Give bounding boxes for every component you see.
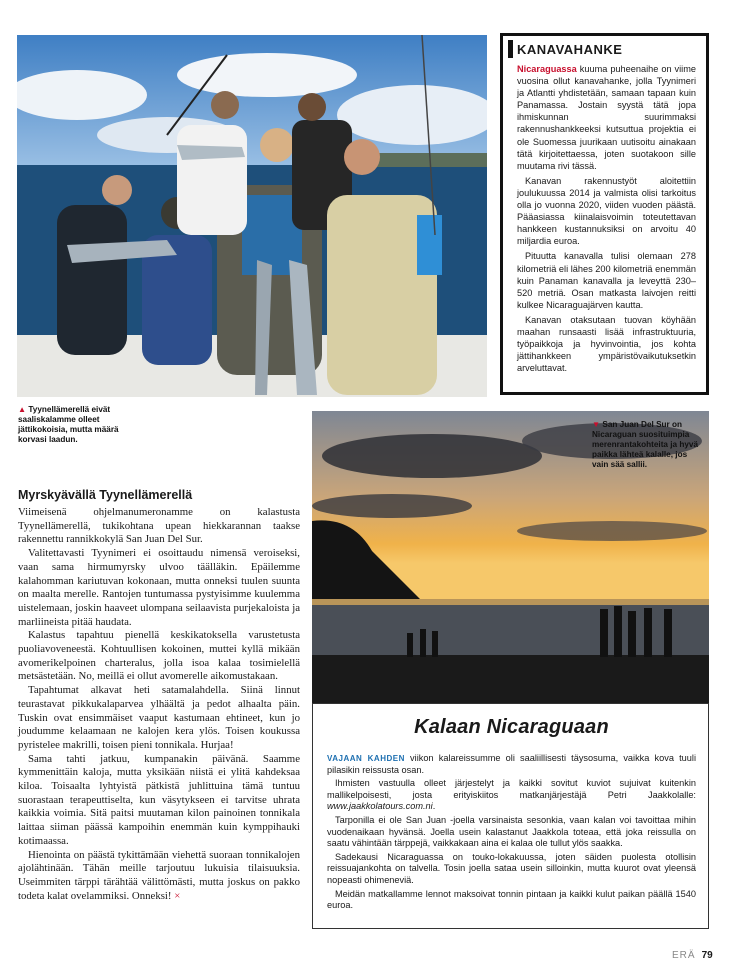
- article-paragraph: Valitettavasti Tyynimeri ei osoittaudu nimensä veroiseksi, vaan sama hirmumyrsky ulvoo täälläkin. Epäilemme kalahomman kariutuvan kokonaan, mutta onneksi tuulen suunta on maalta merelle. Rantojen tuntumassa pystyisimme kuulemma uistelemaan, joskin haaveet ulompana seilaavista purjekaloista ja marliineista pitää haudata.: [18, 547, 300, 628]
- photo-caption-sunset: [592, 420, 702, 470]
- box-leadin: VAJAAN KAHDEN: [327, 754, 405, 763]
- box-paragraph: Meidän matkallamme lennot maksoivat tonnin pintaan ja kaikki kulut paikan päällä 1540 euroa.: [327, 888, 696, 911]
- end-mark-icon: ×: [174, 889, 181, 902]
- box-paragraph: Sadekausi Nicaraguassa on touko-lokakuussa, joten säiden puolesta otollisin reissuajankohta on talvella. Tosin joella sataa usein silloinkin, mutta kuurot ovat yleensä nopeasti ohimeneviä.: [327, 851, 696, 885]
- article-paragraph: Tapahtumat alkavat heti satamalahdella. Siinä linnut teurastavat pikkukalaparvea ylhäältä ja pedot alhaalta päin. Tuskin ovat ensimmäiset vaaput kastumaan ehtineet, kun jo joudumme kelaamaan ne kalojen kera ylös. Toisen koukussa pyristelee makrilli, toisen pieni tonnikala. Hurjaa!: [18, 684, 300, 751]
- main-article: [18, 488, 300, 903]
- travel-info-box: [312, 703, 709, 929]
- box-paragraph-text: viikon kalareissumme oli saaliillisesti täysosuma, vaikka kova tuuli pilasikin reissusta osan.: [327, 753, 696, 775]
- box-paragraph-text: .: [432, 801, 436, 812]
- page-number: 79: [701, 950, 713, 961]
- page-footer: [672, 950, 713, 961]
- article-paragraph: Kalastus tapahtuu pienellä keskikatoksella varustetusta puoliavoveneestä. Kohtuullisen kokoinen, muttei kyllä mikään avomerikelpoinen charteralus, jolla isoa kalaa tosimielellä metsästetään. No, meillä ei ollut avomerelle aikomustakaan.: [18, 629, 300, 683]
- canal-sidebar-box: [500, 33, 709, 395]
- article-paragraph-text: Hienointa on päästä tykittämään viehettä suoraan tonnikalojen ajolähtinään. Tähän meille tarjoutuu lukuisia tilaisuuksia. Useimmiten tärppi tärähtää välittömästi, mutta joskus on pakko todeta kalat ovelammiksi. Onneksi!: [18, 848, 300, 902]
- caption-text: Tyynellämerellä eivät saaliskalamme olleet jättikokoisia, mutta määrä korvasi laadun.: [18, 405, 119, 444]
- box-paragraph-text: Ihmisten vastuulla olleet järjestelyt ja kaikki sovitut kuviot sujuivat kuitenkin mallikelpoisesti, josta erityiskiitos matkanjärjestäjä Petri Jaakkolalle:: [327, 778, 696, 800]
- article-paragraph: Sama tahti jatkuu, kumpanakin päivänä. Saamme kymmenittäin kaloja, mutta yksikään niistä ei ylitä kahdeksaa kiloa. Toisaalta lyhtyistä pätkistä juhlittuina tämä tuntuu suorastaan terapeuttiselta, kun väsytykseen ei tarvitse uhrata kaikkia voimia. Sitä paitsi muutaman kilon painoinen tonnikala laittaa siiman päässä kampoihin enemmän kuin kymppihauki kotimaassa.: [18, 752, 300, 847]
- box-paragraph: Tarponilla ei ole San Juan -joella varsinaista sesonkia, vaan kalan voi tavoittaa mihin vuodenaikaan hyvänsä. Joella usein kalastanut Jaakkola toteaa, että joka reissulla on saatu vähintään tärppejä, vaikkakaan aina ei kalaa ole tullut ylös saakka.: [327, 814, 696, 849]
- sidebar-accent-bar: [508, 40, 513, 58]
- article-paragraph: [18, 849, 300, 904]
- sidebar-title: KANAVAHANKE: [517, 42, 623, 57]
- sidebar-lead-word: Nicaraguassa: [517, 64, 577, 74]
- article-paragraph: Viimeisenä ohjelmanumeronamme on kalastusta Tyynellämerellä, tukikohtana upean hiekkarannan taakse rakennettu rannikkokylä San Juan Del Sur.: [18, 506, 300, 546]
- box-title: Kalaan Nicaraguaan: [414, 716, 609, 738]
- magazine-name: ERÄ: [672, 950, 696, 961]
- caption-arrow-down-icon: ▼: [592, 420, 601, 429]
- sidebar-paragraph: Kanavan otaksutaan tuovan köyhään maahan runsaasti lisää infrastruktuuria, työpaikkoja ja hyvinvointia, jos kohta jättihankkeen ympäristövaikutuksetkin arveluttavat.: [517, 314, 696, 374]
- box-paragraph: [327, 753, 696, 776]
- article-heading: Myrskyävällä Tyynellämerellä: [18, 488, 193, 502]
- photo-caption-fishing: [18, 405, 138, 445]
- sidebar-paragraph: Pituutta kanavalla tulisi olemaan 278 kilometriä eli lähes 200 kilometriä enemmän kuin Panaman kanavalla ja leveyttä 230–520 metriä. Osan matkasta laivojen reitti kulkee Nicaraguajärven kautta.: [517, 251, 696, 310]
- fishing-boat-photo: [17, 35, 487, 397]
- caption-text: San Juan Del Sur on Nicaraguan suosituimpia merenrantakohteita ja hyvä paikka lähteä kalalle, jos vain sää sallii.: [592, 420, 699, 469]
- box-paragraph: [327, 778, 696, 813]
- sidebar-paragraph-text: kuuma puheenaihe on viime vuosina ollut kanavahanke, jolla Tyynimeri ja Atlantti yhdistetään, samaan tapaan kuin Panamassa. Jostain syystä tätä jopa ihmiskunnan suurimmaksi rakennushankkeeksi kutsuttua projektia ei ole Suomessa juurikaan uutisoitu ainakaan tätä kirjoitettaessa, joten suotakoon sille muutama rivi tässä.: [517, 64, 696, 171]
- tour-operator-link[interactable]: www.jaakkolatours.com.ni: [327, 801, 433, 812]
- caption-arrow-up-icon: ▲: [18, 405, 27, 414]
- sidebar-paragraph: Kanavan rakennustyöt aloitettiin joulukuussa 2014 ja valmista olisi tarkoitus olla jo vuonna 2020, viiden vuoden päästä. Pääasiassa kiinalaisvoimin toteutettavan hankkeen kustannuksiksi on arvoitu 40 miljardia euroa.: [517, 175, 696, 247]
- sidebar-paragraph: [517, 63, 696, 172]
